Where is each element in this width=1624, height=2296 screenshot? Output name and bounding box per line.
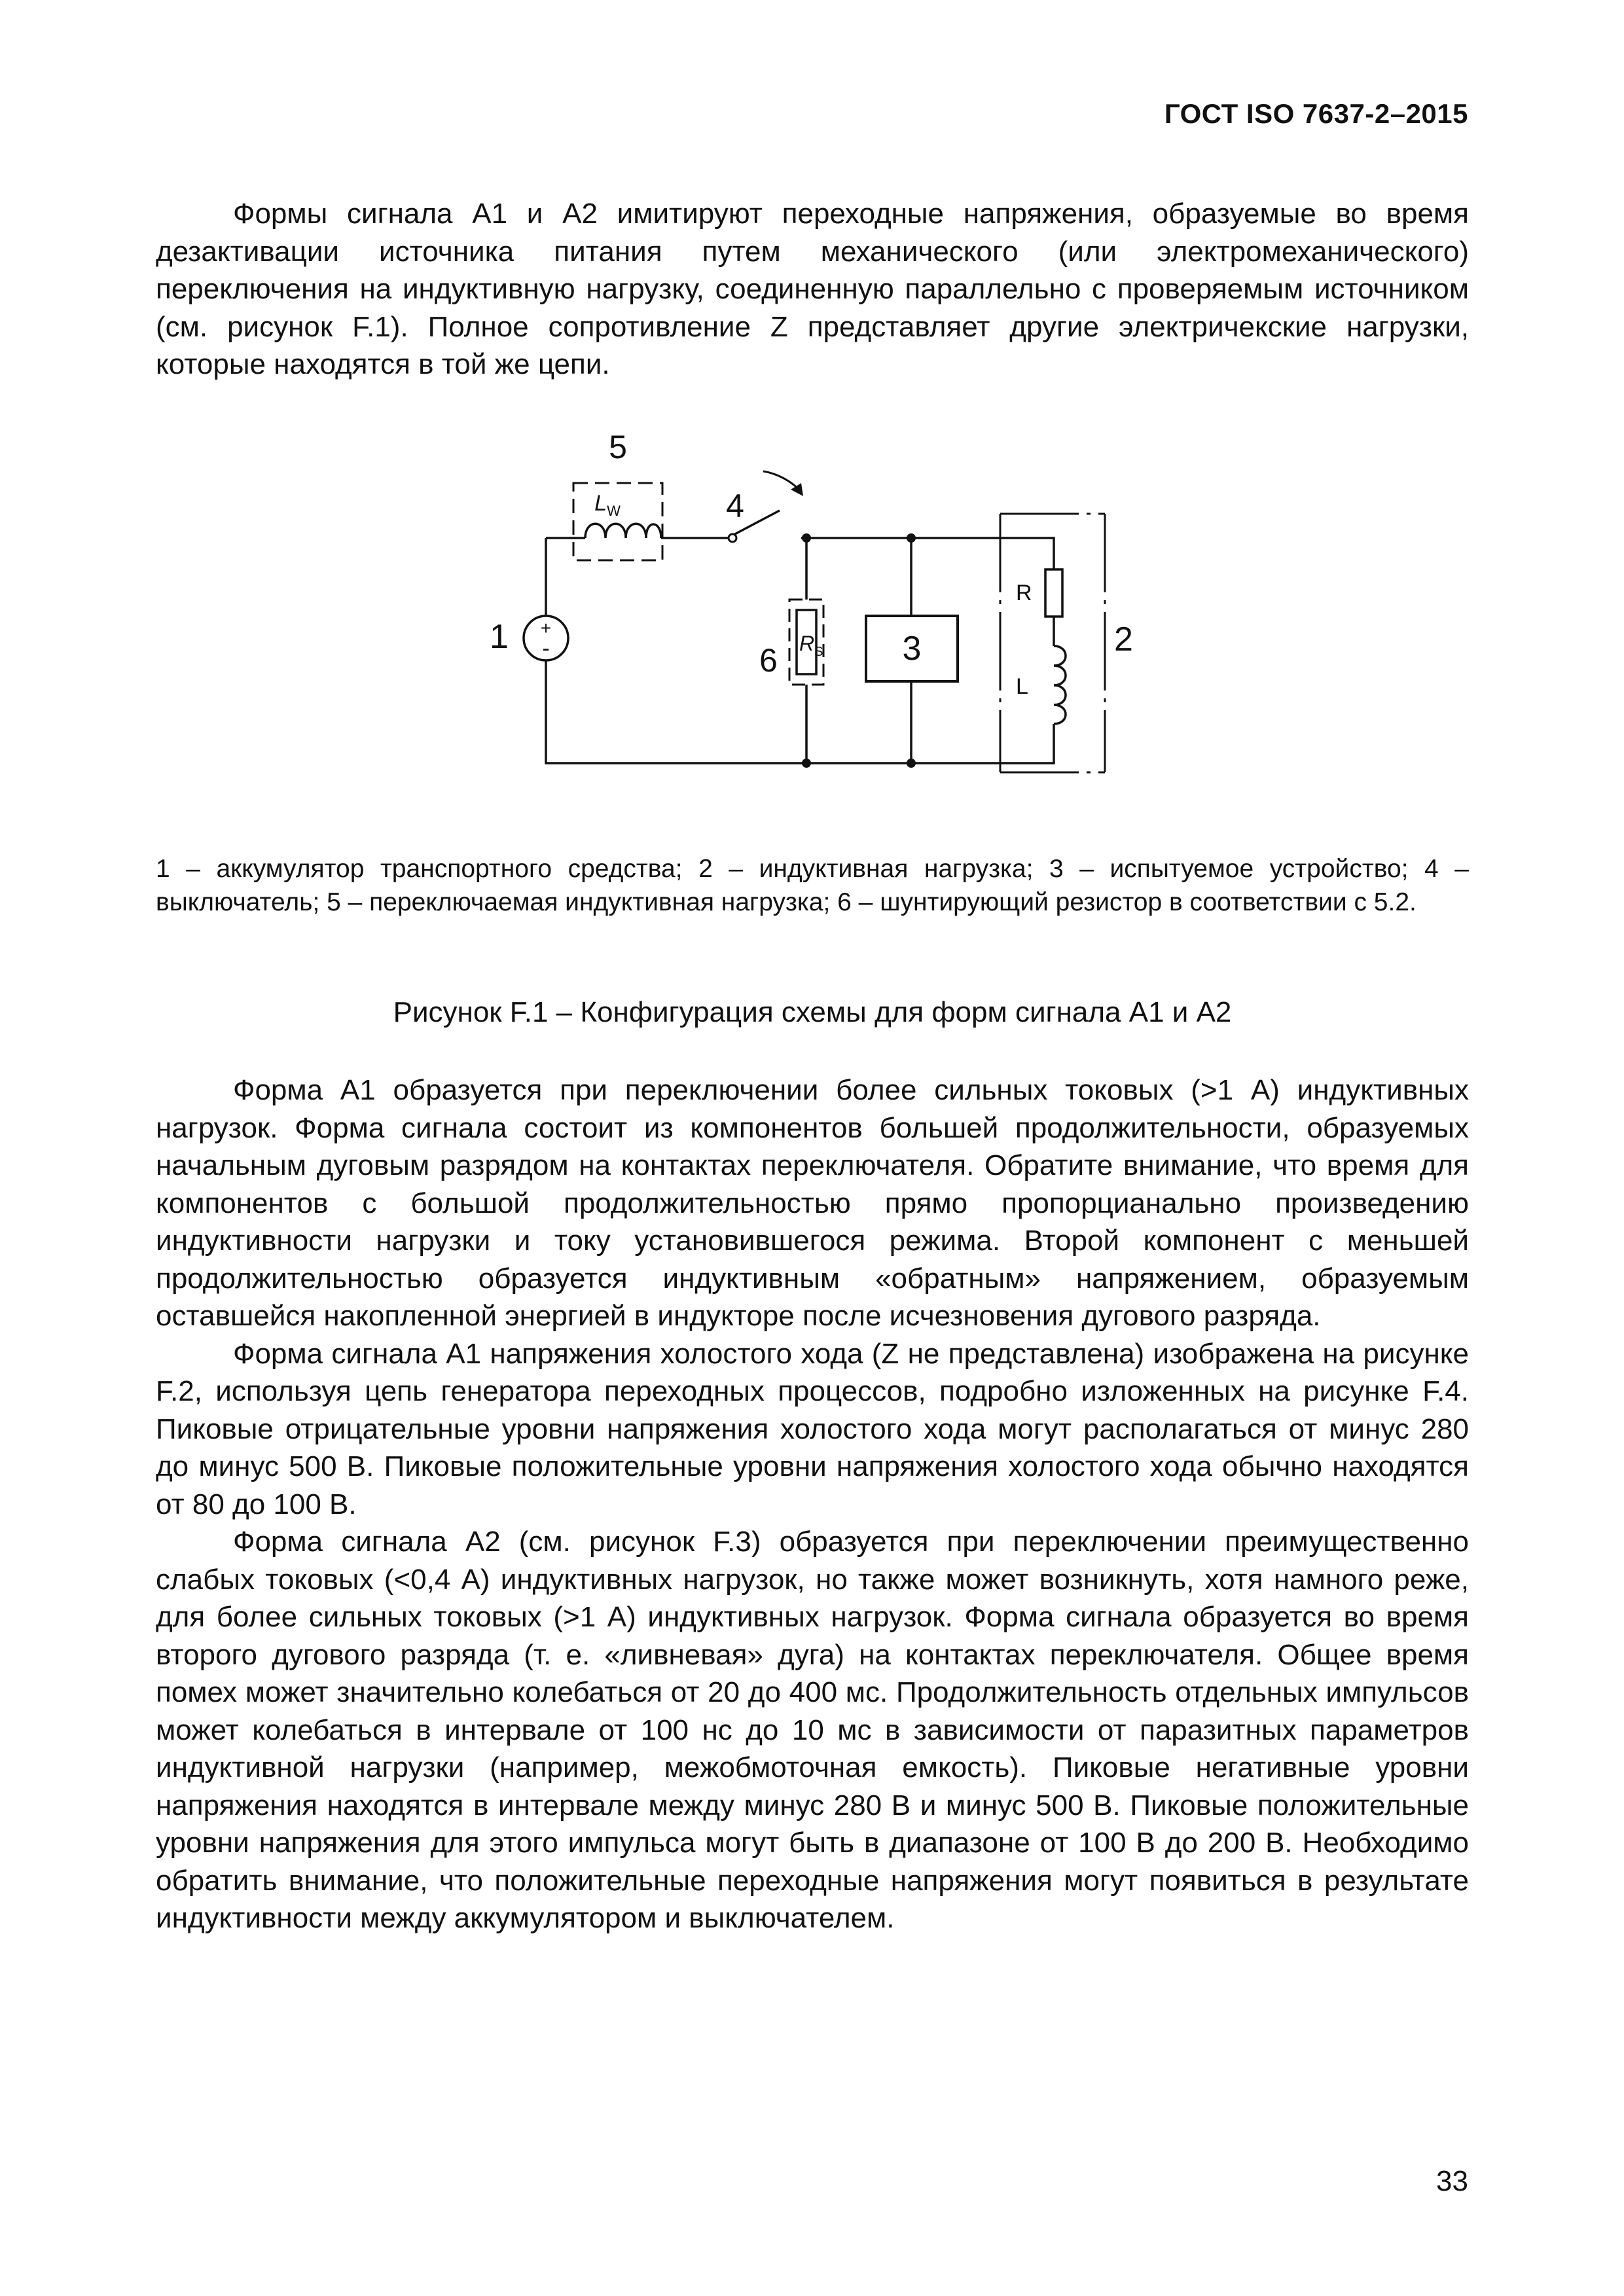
label-rs xyxy=(799,632,823,659)
switched-inductance-box xyxy=(573,483,662,560)
load-resistor-r xyxy=(1045,569,1062,617)
label-2: 2 xyxy=(1114,620,1133,658)
body-paragraph: Форма сигнала А2 (см. рисунок F.3) образуется при переключении преимущественно слабых токовых (<0,4 А) индуктивных нагрузок, но также может возникнуть, хотя намного реже, для более сильных токовых (>1 А) индуктивных нагрузок. Форма сигнала образуется во время второго дугового разряда (т. е. «ливневая» дуга) на контактах переключателя. Общее время помех может значительно колебаться от 20 до 400 мс. Продолжительность отдельных импульсов может колебаться в интервале от 100 нс до 10 мс в зависимости от паразитных параметров индуктивной нагрузки (например, межобмоточная емкость). Пиковые негативные уровни напряжения находятся в интервале между минус 280 В и минус 500 В. Пиковые положительные уровни напряжения для этого импульса могут быть в диапазоне от 100 В до 200 В. Необходимо обратить внимание, что положительные переходные напряжения могут появиться в результате индуктивности между аккумулятором и выключателем. xyxy=(156,1526,1469,1934)
intro-paragraph: Формы сигнала А1 и А2 имитируют переходные напряжения, образуемые во время дезактивации источника питания путем механического (или электромеханического) переключения на индуктивную нагрузку, соединенную параллельно с проверяемым источником (см. рисунок F.1). Полное сопротивление Z представляет другие электричекские нагрузки, которые находятся в той же цепи. xyxy=(156,198,1469,380)
battery-minus-sign: - xyxy=(542,636,550,661)
battery-plus-sign: + xyxy=(540,618,552,638)
label-r: R xyxy=(1016,581,1032,605)
body-text xyxy=(156,1071,1469,1937)
label-5: 5 xyxy=(609,429,627,465)
switch-contact xyxy=(729,534,736,542)
circuit-diagram xyxy=(458,419,1218,798)
document-header: ГОСТ ISO 7637-2–2015 xyxy=(1164,98,1468,129)
inductor-lw xyxy=(568,524,661,538)
wire-switch-right xyxy=(801,538,1054,569)
circuit-figure xyxy=(458,419,1218,798)
body-paragraph: Форма А1 образуется при переключении более сильных токовых (>1 А) индуктивных нагрузок. Форма сигнала состоит из компонентов большей продолжительности, образуемых начальным дуговым разрядом на контактах переключателя. Обратите внимание, что время для компонентов с большой продолжительностью прямо пропорцианально произведению индуктивности нагрузки и току установившегося режима. Второй компонент с меньшей продолжительностью образуется индуктивным «обратным» напряжением, образуемым оставшейся накопленной энергией в индукторе после исчезновения дугового разряда. xyxy=(156,1074,1469,1332)
load-inductor-l xyxy=(1054,646,1066,724)
figure-caption: Рисунок F.1 – Конфигурация схемы для форм сигнала А1 и А2 xyxy=(393,996,1232,1028)
body-paragraph: Форма сигнала А1 напряжения холостого хода (Z не представлена) изображена на рисунке F.2, используя цепь генератора переходных процессов, подробно изложенных на рисунке F.4. Пиковые отрицательные уровни напряжения холостого хода могут располагаться от минус 280 до минус 500 В. Пиковые положительные уровни напряжения холостого хода обычно находятся от 80 до 100 В. xyxy=(156,1337,1469,1520)
label-3: 3 xyxy=(902,630,922,668)
label-lw xyxy=(594,491,621,519)
label-4: 4 xyxy=(726,488,744,524)
wire-left-lower xyxy=(546,660,1054,763)
label-rs-sub: S xyxy=(814,645,823,659)
label-6: 6 xyxy=(759,642,778,679)
label-lw-main: L xyxy=(594,491,607,516)
figure-legend: 1 – аккумулятор транспортного средства; 2 – индуктивная нагрузка; 3 – испытуемое устройство; 4 – выключатель; 5 – переключаемая индуктивная нагрузка; 6 – шунтирующий резистор в соответствии с 5.2. xyxy=(156,855,1469,916)
label-1: 1 xyxy=(490,618,509,656)
label-rs-main: R xyxy=(799,632,815,655)
page-number: 33 xyxy=(1436,2165,1468,2197)
load-bracket xyxy=(1000,514,1105,772)
label-lw-sub: W xyxy=(607,503,621,519)
label-l: L xyxy=(1016,674,1028,699)
